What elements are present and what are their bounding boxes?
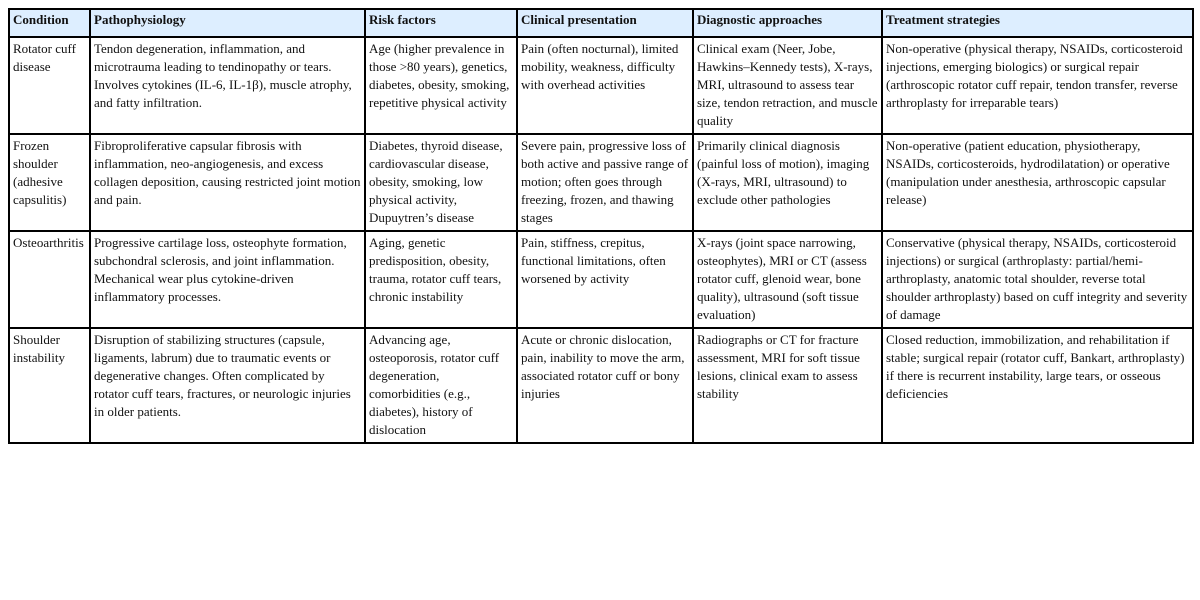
table-row <box>9 134 1193 231</box>
cell-risk-factors: Advancing age, osteoporosis, rotator cuff degeneration, comorbidities (e.g., diabetes), history of dislocation <box>365 328 517 443</box>
header-risk-factors: Risk factors <box>365 9 517 37</box>
cell-diagnostic-approaches: Clinical exam (Neer, Jobe, Hawkins–Kennedy tests), X-rays, MRI, ultrasound to assess tear size, tendon retraction, and muscle quality <box>693 37 882 134</box>
table-body <box>9 37 1193 443</box>
cell-condition: Rotator cuff disease <box>9 37 90 134</box>
cell-condition: Osteoarthritis <box>9 231 90 328</box>
cell-pathophysiology: Progressive cartilage loss, osteophyte formation, subchondral sclerosis, and joint inflammation. Mechanical wear plus cytokine-driven inflammatory processes. <box>90 231 365 328</box>
cell-diagnostic-approaches: Primarily clinical diagnosis (painful loss of motion), imaging (X-rays, MRI, ultrasound) to exclude other pathologies <box>693 134 882 231</box>
cell-risk-factors: Age (higher prevalence in those >80 years), genetics, diabetes, obesity, smoking, repetitive physical activity <box>365 37 517 134</box>
table-header <box>9 9 1193 37</box>
cell-treatment-strategies: Non-operative (physical therapy, NSAIDs, corticosteroid injections, emerging biologics) or surgical repair (arthroscopic rotator cuff repair, tendon transfer, reverse arthroplasty for irreparable tears) <box>882 37 1193 134</box>
table-row <box>9 328 1193 443</box>
shoulder-conditions-table <box>8 8 1194 444</box>
cell-clinical-presentation: Severe pain, progressive loss of both active and passive range of motion; often goes through freezing, frozen, and thawing stages <box>517 134 693 231</box>
cell-treatment-strategies: Conservative (physical therapy, NSAIDs, corticosteroid injections) or surgical (arthroplasty: partial/hemi-arthroplasty, anatomic total shoulder, reverse total shoulder arthroplasty) based on cuff integrity and severity of damage <box>882 231 1193 328</box>
header-diagnostic-approaches: Diagnostic approaches <box>693 9 882 37</box>
cell-clinical-presentation: Acute or chronic dislocation, pain, inability to move the arm, associated rotator cuff or bony injuries <box>517 328 693 443</box>
cell-treatment-strategies: Non-operative (patient education, physiotherapy, NSAIDs, corticosteroids, hydrodilatation) or operative (manipulation under anesthesia, arthroscopic capsular release) <box>882 134 1193 231</box>
header-clinical-presentation: Clinical presentation <box>517 9 693 37</box>
cell-condition: Frozen shoulder (adhesive capsulitis) <box>9 134 90 231</box>
header-pathophysiology: Pathophysiology <box>90 9 365 37</box>
shoulder-conditions-table-container <box>8 8 1192 444</box>
cell-risk-factors: Aging, genetic predisposition, obesity, trauma, rotator cuff tears, chronic instability <box>365 231 517 328</box>
cell-diagnostic-approaches: X-rays (joint space narrowing, osteophytes), MRI or CT (assess rotator cuff, glenoid wear, bone quality), ultrasound (soft tissue evaluation) <box>693 231 882 328</box>
table-row <box>9 231 1193 328</box>
cell-pathophysiology: Fibroproliferative capsular fibrosis with inflammation, neo-angiogenesis, and excess collagen deposition, causing restricted joint motion and pain. <box>90 134 365 231</box>
cell-diagnostic-approaches: Radiographs or CT for fracture assessment, MRI for soft tissue lesions, clinical exam to assess stability <box>693 328 882 443</box>
cell-risk-factors: Diabetes, thyroid disease, cardiovascular disease, obesity, smoking, low physical activity, Dupuytren’s disease <box>365 134 517 231</box>
cell-condition: Shoulder instability <box>9 328 90 443</box>
cell-pathophysiology: Disruption of stabilizing structures (capsule, ligaments, labrum) due to traumatic events or degenerative changes. Often complicated by rotator cuff tears, fractures, or neurologic injuries in older patients. <box>90 328 365 443</box>
header-condition: Condition <box>9 9 90 37</box>
cell-clinical-presentation: Pain, stiffness, crepitus, functional limitations, often worsened by activity <box>517 231 693 328</box>
header-treatment-strategies: Treatment strategies <box>882 9 1193 37</box>
cell-clinical-presentation: Pain (often nocturnal), limited mobility, weakness, difficulty with overhead activities <box>517 37 693 134</box>
header-row <box>9 9 1193 37</box>
cell-pathophysiology: Tendon degeneration, inflammation, and microtrauma leading to tendinopathy or tears. Involves cytokines (IL-6, IL-1β), muscle atrophy, and fatty infiltration. <box>90 37 365 134</box>
table-row <box>9 37 1193 134</box>
cell-treatment-strategies: Closed reduction, immobilization, and rehabilitation if stable; surgical repair (rotator cuff, Bankart, arthroplasty) if there is recurrent instability, large tears, or osseous deficiencies <box>882 328 1193 443</box>
